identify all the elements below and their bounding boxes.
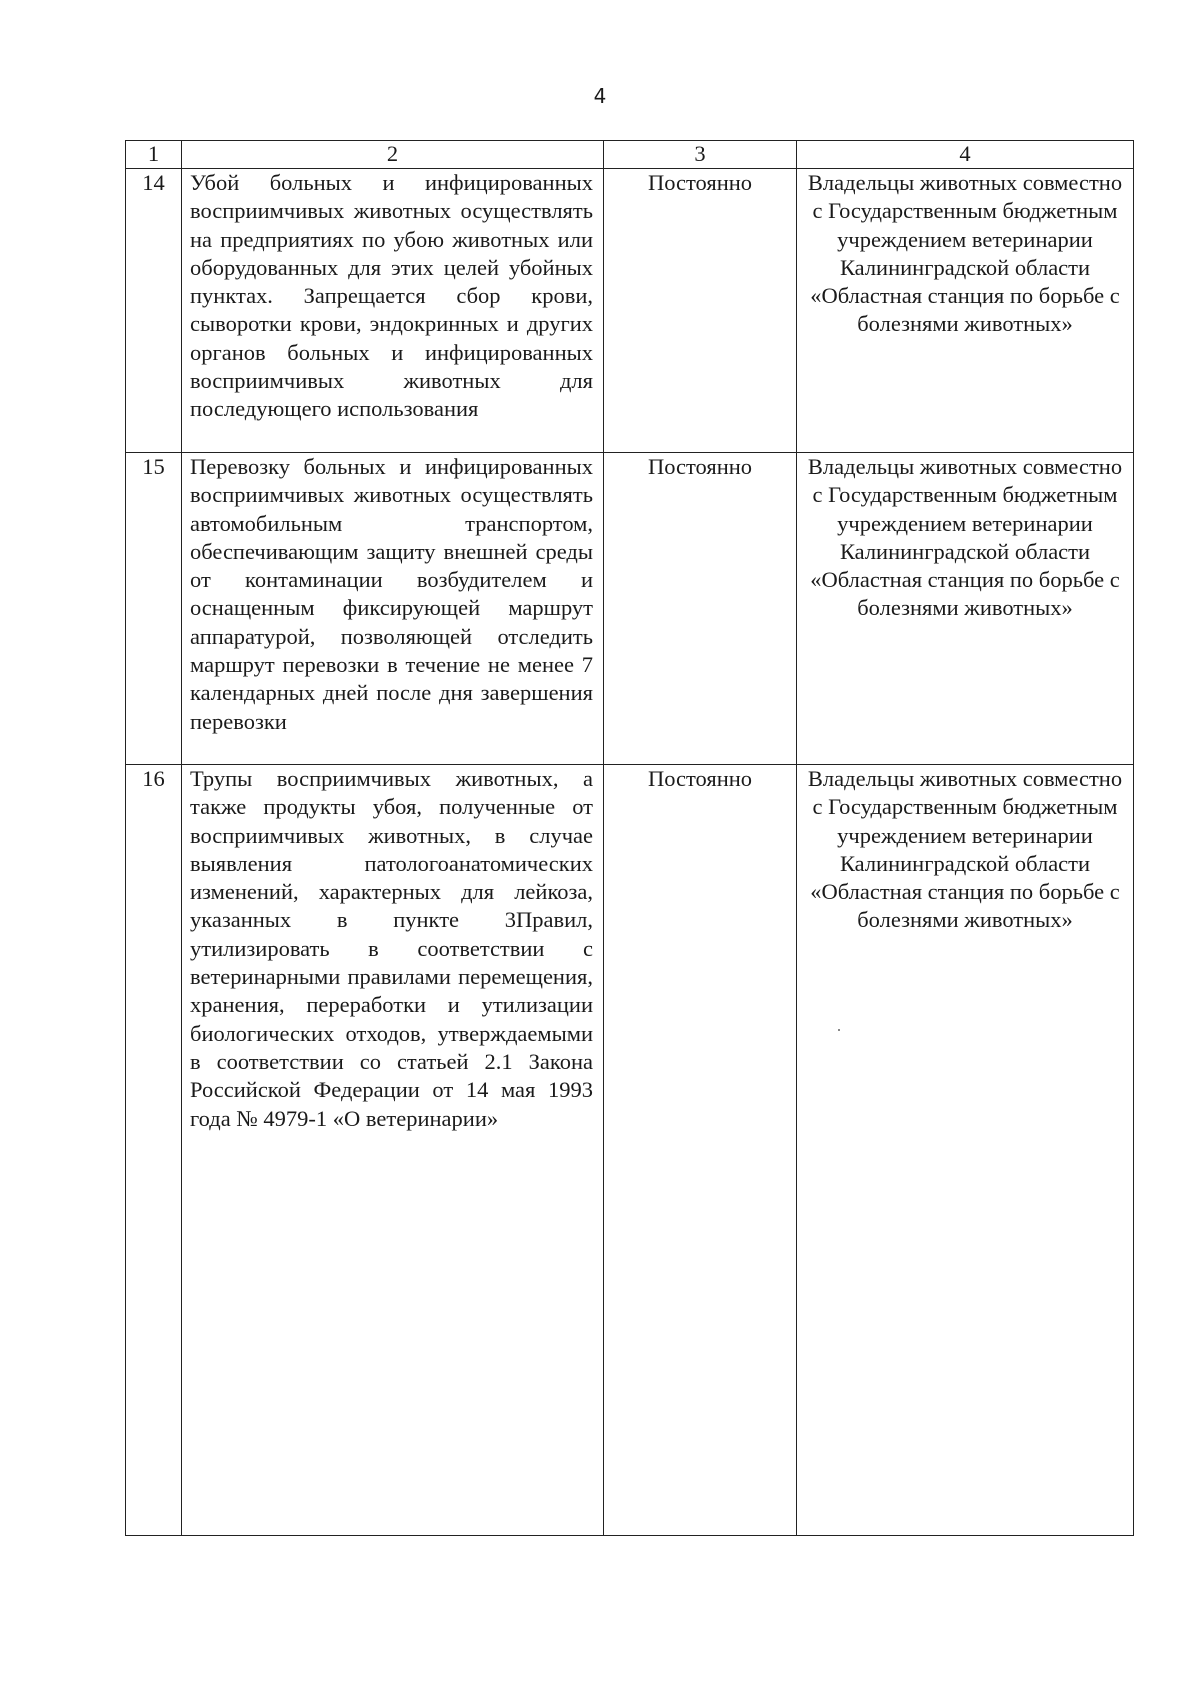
table-row (126, 765, 1134, 1536)
column-header: 3 (604, 141, 797, 169)
measure-text: Трупы восприимчивых животных, а также продукты убоя, полученные от восприимчивых животных, в случае выявления патологоанатомических изменений, характерных для лейкоза, указанных в пункте 3Правил, утилизировать в соответствии с ветеринарными правилами перемещения, хранения, переработки и утилизации биологических отходов, утверждаемыми в соответствии со статьей 2.1 Закона Российской Федерации от 14 мая 1993 года № 4979-1 «О ветеринарии» (182, 765, 604, 1536)
column-header: 1 (126, 141, 182, 169)
measure-text: Убой больных и инфицированных восприимчивых животных осуществлять на предприятиях по убою животных или оборудованных для этих целей убойных пунктах. Запрещается сбор крови, сыворотки крови, эндокринных и других органов больных и инфицированных восприимчивых животных для последующего использования (182, 169, 604, 453)
table-row (126, 169, 1134, 453)
measure-period: Постоянно (604, 169, 797, 453)
column-header: 2 (182, 141, 604, 169)
row-number: 16 (126, 765, 182, 1536)
row-number: 15 (126, 453, 182, 765)
measure-period: Постоянно (604, 453, 797, 765)
measure-period: Постоянно (604, 765, 797, 1536)
measure-responsible: Владельцы животных совместно с Государственным бюджетным учреждением ветеринарии Калининградской области «Областная станция по борьбе с болезнями животных» (797, 453, 1134, 765)
table-header-row (126, 141, 1134, 169)
page-number: 4 (593, 84, 607, 108)
measure-responsible: Владельцы животных совместно с Государственным бюджетным учреждением ветеринарии Калининградской области «Областная станция по борьбе с болезнями животных» (797, 169, 1134, 453)
scan-speck (838, 1029, 840, 1031)
table-row (126, 453, 1134, 765)
measure-responsible: Владельцы животных совместно с Государственным бюджетным учреждением ветеринарии Калининградской области «Областная станция по борьбе с болезнями животных» (797, 765, 1134, 1536)
column-header: 4 (797, 141, 1134, 169)
measure-text: Перевозку больных и инфицированных восприимчивых животных осуществлять автомобильным транспортом, обеспечивающим защиту внешней среды от контаминации возбудителем и оснащенным фиксирующей маршрут аппаратурой, позволяющей отследить маршрут перевозки в течение не менее 7 календарных дней после дня завершения перевозки (182, 453, 604, 765)
measures-table (125, 140, 1134, 1536)
row-number: 14 (126, 169, 182, 453)
